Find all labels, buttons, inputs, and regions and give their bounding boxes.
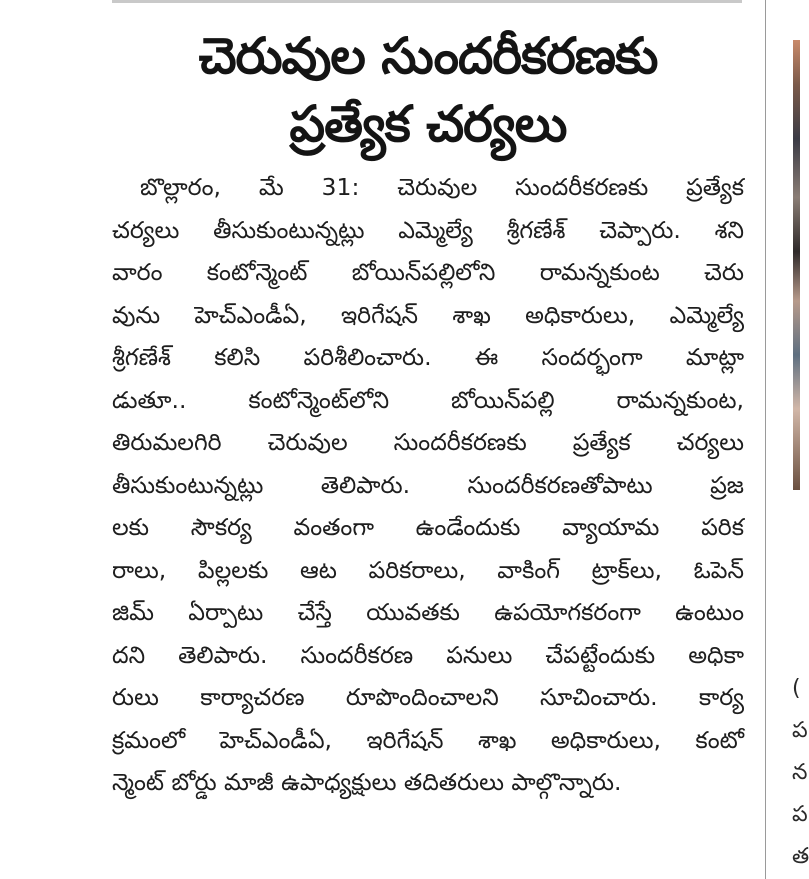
headline-line-1: చెరువుల సుందరీకరణకు bbox=[198, 27, 658, 85]
neighbor-column-text: ( bbox=[792, 676, 801, 701]
top-divider bbox=[112, 0, 742, 3]
article-headline bbox=[112, 22, 744, 158]
body-line-10: రాలు, పిల్లలకు ఆట పరికరాలు, వాకింగ్ ట్రాక్‌లు, ఓపెన్ bbox=[112, 555, 744, 584]
neighbor-column-text: ప bbox=[792, 802, 808, 827]
body-line-14: క్రమంలో హెచ్ఎండీఏ, ఇరిగేషన్ శాఖ అధికారులు, కంటో bbox=[112, 725, 744, 754]
body-line-9: లకు సౌకర్య వంతంగా ఉండేందుకు వ్యాయామ పరిక bbox=[112, 513, 744, 541]
body-line-1: బొల్లారం, మే 31: చెరువుల సుందరీకరణకు ప్రత్యేక bbox=[140, 173, 744, 201]
body-line-6: డుతూ.. కంటోన్మెంట్‌లోని బోయిన్‌పల్లి రామన్నకుంట, bbox=[112, 385, 744, 414]
body-line-5: శ్రీగణేశ్ కలిసి పరిశీలించారు. ఈ సందర్భంగా మాట్లా bbox=[112, 343, 744, 371]
body-line-13: రులు కార్యాచరణ రూపొందించాలని సూచించారు. కార్య bbox=[112, 683, 744, 711]
body-line-8: తీసుకుంటున్నట్లు తెలిపారు. సుందరీకరణతోపాటు ప్రజ bbox=[112, 470, 744, 499]
body-line-11: జిమ్ ఏర్పాటు చేస్తే యువతకు ఉపయోగకరంగా ఉంటుం bbox=[112, 598, 744, 626]
neighbor-column-photo bbox=[793, 40, 800, 490]
neighbor-column-text: త bbox=[792, 844, 809, 869]
neighbor-column-text: న bbox=[792, 760, 808, 785]
article-body bbox=[112, 166, 744, 804]
body-line-2: చర్యలు తీసుకుంటున్నట్లు ఎమ్మెల్యే శ్రీగణేశ్ చెప్పారు. శని bbox=[112, 215, 744, 244]
news-article bbox=[112, 22, 744, 804]
headline-line-2: ప్రత్యేక చర్యలు bbox=[289, 95, 567, 153]
body-line-12: దని తెలిపారు. సుందరీకరణ పనులు చేపట్టేందుకు అధికా bbox=[112, 640, 744, 669]
body-line-15: న్మెంట్ బోర్డు మాజీ ఉపాధ్యక్షులు తదితరులు పాల్గొన్నారు. bbox=[112, 768, 622, 796]
column-divider bbox=[765, 0, 766, 879]
body-line-4: వును హెచ్ఎండీఏ, ఇరిగేషన్ శాఖ అధికారులు, ఎమ్మెల్యే bbox=[112, 300, 744, 329]
body-line-3: వారం కంటోన్మెంట్ బోయిన్‌పల్లిలోని రామన్నకుంట చెరు bbox=[112, 258, 744, 286]
body-line-7: తిరుమలగిరి చెరువుల సుందరీకరణకు ప్రత్యేక చర్యలు bbox=[112, 428, 744, 456]
neighbor-column-text: ప bbox=[792, 718, 808, 743]
